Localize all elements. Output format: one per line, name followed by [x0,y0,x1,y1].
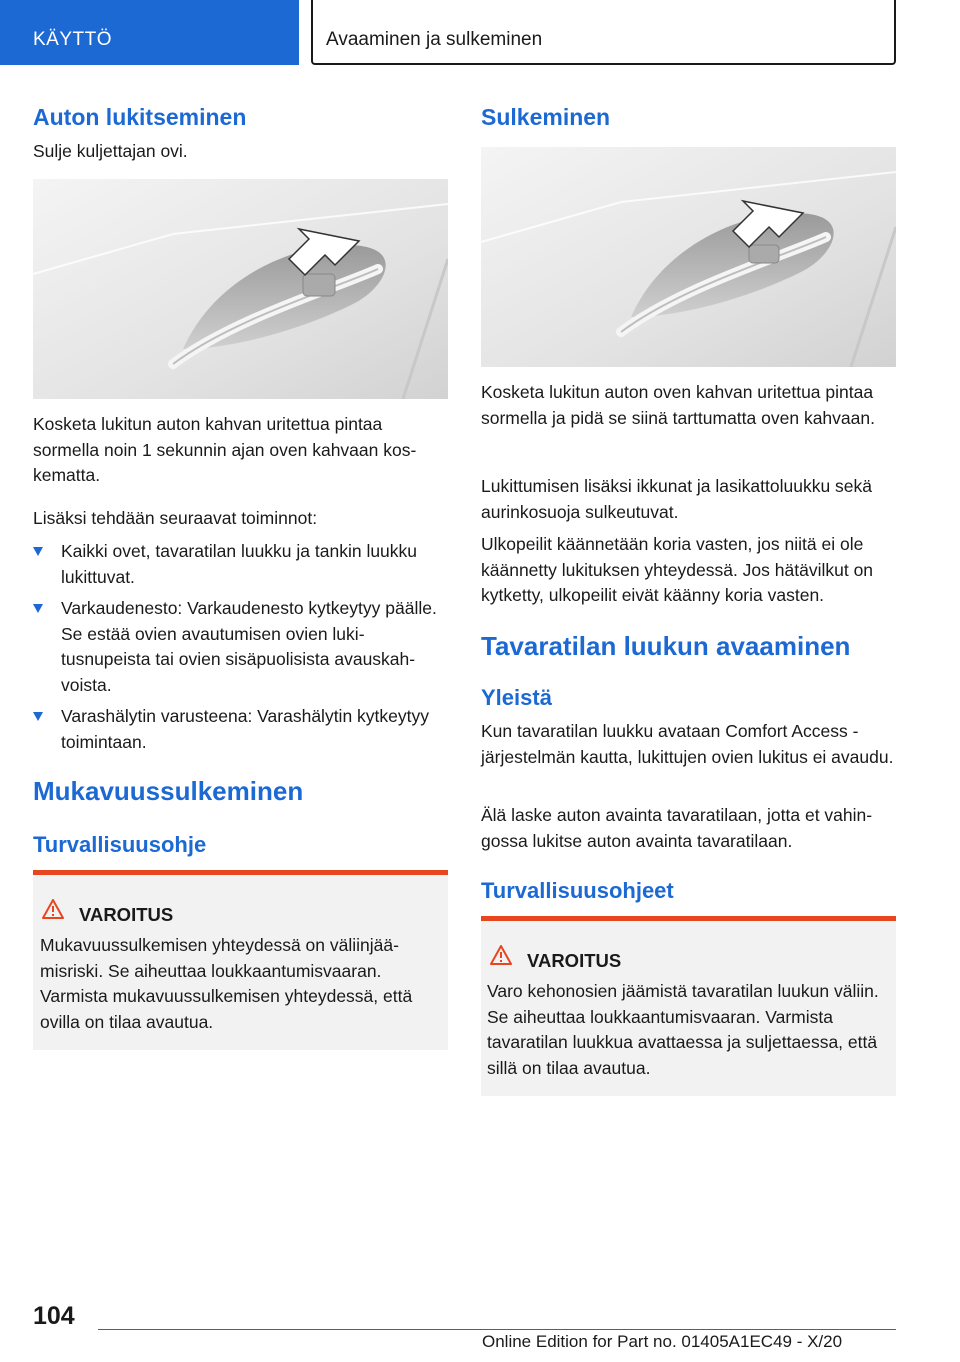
list-item-text: Kaikki ovet, tavaratilan luukku ja tankin luukku lukittuvat. [61,541,418,587]
paragraph-touch-hold: Kosketa lukitun auton oven kahvan uritettua pintaa sormella ja pidä se siinä tarttumatta oven kahvaan. [481,382,875,428]
door-handle-photo-lock [33,179,448,399]
heading-safety-note: Turvallisuusohje [33,832,207,857]
warning-title: VAROITUS [79,904,174,925]
list-item [33,539,448,590]
warning-box [481,916,896,1096]
section-title: KÄYTTÖ [33,29,113,50]
heading-general: Yleistä [481,685,552,710]
warning-triangle-icon [490,945,512,965]
list-item [33,704,448,755]
heading-closing: Sulkeminen [481,104,611,130]
footer-edition: Online Edition for Part no. 01405A1EC49 - X/20 [482,1332,843,1351]
door-handle-illustration [33,179,448,399]
heading-trunk-opening: Tavaratilan luukun avaaminen [481,631,851,661]
section-tab [0,0,299,65]
list-item-text: Varkaudenesto: Varkaudenesto kytkeytyy päälle. Se estää ovien avautumisen ovien lukitusnupeista tai ovien sisäpuolisista avauskahvoista. [61,598,437,695]
paragraph-windows: Lukittumisen lisäksi ikkunat ja lasikattoluukku sekä aurinkosuoja sulkeutuvat. [481,476,873,522]
list-item [33,596,448,698]
chapter-tab [311,0,896,65]
footer-divider [98,1329,896,1330]
triangle-bullet-icon [33,712,43,721]
paragraph-mirrors: Ulkopeilit käännetään koria vasten, jos niitä ei ole käännetty lukituksen yhteydessä. Jos hätävilkut on kytketty, ulkopeilit eivät käänny koria vasten. [481,534,874,605]
paragraph-key: Älä laske auton avainta tavaratilaan, jotta et vahingossa lukitse auton avainta tavaratilaan. [481,805,873,851]
warning-triangle-icon [42,899,64,919]
paragraph-general: Kun tavaratilan luukku avataan Comfort Access -järjestelmän kautta, lukittujen ovien lukitus ei avaudu. [481,721,894,767]
heading-locking: Auton lukitseminen [33,104,247,130]
heading-safety-notes: Turvallisuusohjeet [481,878,674,903]
paragraph-functions: Lisäksi tehdään seuraavat toiminnot: [33,508,318,528]
warning-text: Mukavuussulkemisen yhteydessä on väliinjäämisriski. Se aiheuttaa loukkaantumisvaaran. Varmista mukavuussulkemisen yhteydessä, että ovilla on tilaa avautua. [40,935,413,1032]
paragraph-touch: Kosketa lukitun auton kahvan uritettua pintaa sormella noin 1 sekunnin ajan oven kahvaan koskematta. [33,414,417,485]
list-item-text: Varashälytin varusteena: Varashälytin kytkeytyy toimintaan. [61,706,429,752]
warning-text: Varo kehonosien jäämistä tavaratilan luukun väliin. Se aiheuttaa loukkaantumisvaaran. Varmista tavaratilan luukkua avattaessa ja suljettaessa, että sillä on tilaa avautua. [487,981,879,1078]
triangle-bullet-icon [33,604,43,613]
paragraph-close-door: Sulje kuljettajan ovi. [33,141,188,161]
triangle-bullet-icon [33,547,43,556]
warning-box [33,870,448,1050]
door-handle-photo-close [481,147,896,367]
door-handle-illustration [481,147,896,367]
chapter-title: Avaaminen ja sulkeminen [326,29,543,50]
heading-comfort-closing: Mukavuussulkeminen [33,776,304,806]
warning-title: VAROITUS [527,950,622,971]
page-number: 104 [33,1302,75,1330]
